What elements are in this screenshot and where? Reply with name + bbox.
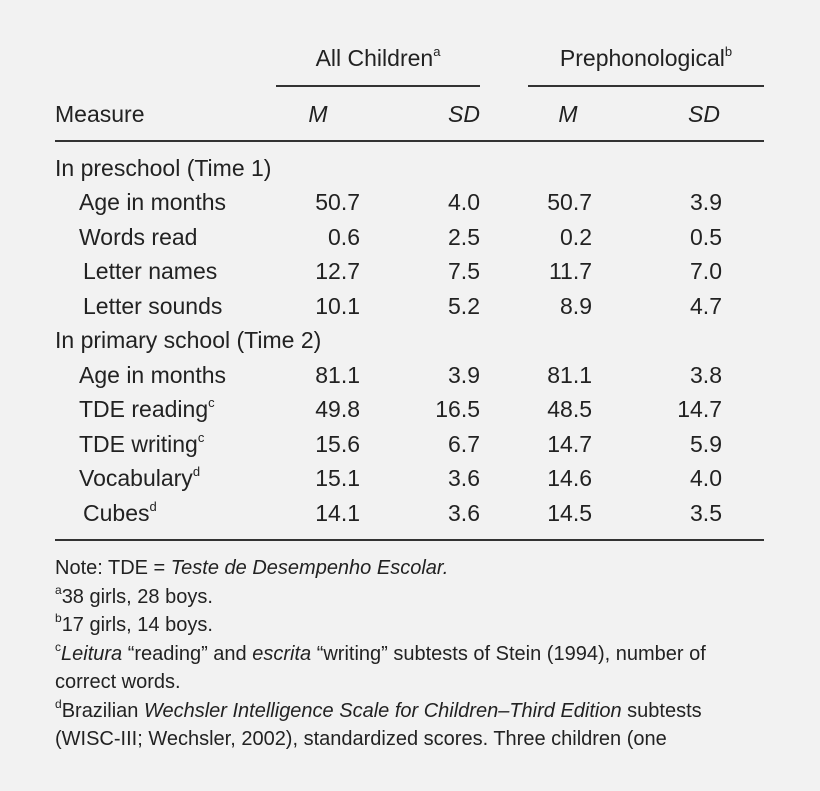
cell-m-all: 12.7: [315, 258, 360, 284]
section-label-primary-school: In primary school (Time 2): [55, 327, 322, 353]
cell-m-pre: 14.6: [547, 465, 592, 491]
cell-m-pre: 48.5: [547, 396, 592, 422]
note-tde-expansion: Teste de Desempenho Escolar.: [170, 557, 449, 579]
cell-sd-all: 3.9: [448, 362, 480, 388]
cell-sd-all: 3.6: [448, 465, 480, 491]
footnote-c-mid1: “reading” and: [122, 643, 253, 665]
row-label: Age in months: [79, 362, 227, 388]
footnote-marker-d: d: [192, 464, 201, 479]
footnote-b-marker: b: [55, 611, 62, 625]
cell-sd-pre: 14.7: [677, 396, 722, 422]
column-header-sd-pre: SD: [688, 101, 720, 127]
column-header-m-all: M: [308, 101, 328, 127]
row-label: Cubes$^d$: [83, 499, 157, 526]
cell-m-pre: 14.7: [547, 431, 592, 457]
cell-sd-all: 16.5: [435, 396, 480, 422]
cell-m-pre: 14.5: [547, 500, 592, 526]
cell-sd-all: 3.6: [448, 500, 480, 526]
footnote-marker-b: b: [724, 44, 733, 59]
row-label: Vocabulary$^d$: [79, 464, 201, 491]
footnote-marker-c: c: [197, 430, 205, 445]
row-label: TDE writing$^c$: [79, 430, 205, 457]
cell-sd-pre: 3.8: [690, 362, 722, 388]
row-label: Age in months: [79, 189, 227, 215]
cell-sd-pre: 3.9: [690, 189, 722, 215]
footnote-d-text1: Brazilian: [61, 700, 144, 722]
footnote-d-line2: (WISC-III; Wechsler, 2002), standardized scores. Three children (one: [55, 728, 667, 750]
cell-sd-all: 5.2: [448, 293, 480, 319]
group-header-prephonological: [528, 44, 764, 71]
group-header-all-children: [276, 44, 480, 71]
cell-m-pre: 0.2: [560, 224, 592, 250]
cell-sd-all: 7.5: [448, 258, 480, 284]
cell-sd-all: 6.7: [448, 431, 480, 457]
cell-m-all: 81.1: [315, 362, 360, 388]
table-note: [55, 558, 448, 578]
cell-m-pre: 50.7: [547, 189, 592, 215]
cell-m-all: 10.1: [315, 293, 360, 319]
cell-m-pre: 8.9: [560, 293, 592, 319]
cell-sd-pre: 0.5: [690, 224, 722, 250]
footnote-c-marker: c: [55, 640, 61, 654]
footnote-d-scale-name: Wechsler Intelligence Scale for Children–Third Edition: [143, 700, 622, 722]
row-label: TDE reading$^c$: [79, 395, 215, 422]
rule-header-bottom: [55, 140, 764, 142]
footnote-c-escrita: escrita: [252, 643, 312, 665]
footnote-a-marker: a: [55, 583, 62, 597]
footnote-a-text: 38 girls, 28 boys.: [61, 586, 213, 608]
row-label: Letter names: [83, 258, 218, 284]
column-header-m-pre: M: [558, 101, 578, 127]
cell-sd-all: 2.5: [448, 224, 480, 250]
cell-sd-pre: 3.5: [690, 500, 722, 526]
rule-group-all-children: [276, 85, 480, 87]
group-header-all-children-label: All Children: [315, 45, 434, 71]
cell-sd-pre: 4.0: [690, 465, 722, 491]
group-header-prephonological-label: Prephonological: [559, 45, 725, 71]
row-label: Letter sounds: [83, 293, 223, 319]
cell-m-all: 50.7: [315, 189, 360, 215]
footnote-c-mid2: “writing” subtests of Stein (1994), number of: [311, 643, 706, 665]
note-prefix: Note: TDE =: [55, 557, 171, 579]
footnote-d-marker: d: [55, 697, 62, 711]
footnote-c: [55, 640, 706, 665]
footnote-a: [55, 583, 213, 608]
rule-group-prephonological: [528, 85, 764, 87]
footnote-b-text: 17 girls, 14 boys.: [61, 614, 213, 636]
footnote-marker-c: c: [208, 395, 215, 410]
cell-m-pre: 11.7: [548, 258, 592, 284]
footnote-b: [55, 611, 213, 636]
cell-m-all: 0.6: [328, 224, 360, 250]
cell-sd-pre: 4.7: [690, 293, 722, 319]
cell-sd-pre: 7.0: [690, 258, 722, 284]
cell-m-all: 49.8: [315, 396, 360, 422]
section-label-preschool: In preschool (Time 1): [55, 155, 272, 181]
footnote-d: [55, 697, 702, 722]
cell-sd-pre: 5.9: [690, 431, 722, 457]
cell-m-all: 15.6: [315, 431, 360, 457]
column-header-measure: Measure: [55, 101, 145, 127]
footnote-c-line2: correct words.: [55, 671, 181, 693]
cell-m-pre: 81.1: [547, 362, 592, 388]
footnote-c-leitura: Leitura: [61, 643, 123, 665]
footnote-marker-a: a: [433, 44, 441, 59]
rule-table-bottom: [55, 539, 764, 541]
cell-m-all: 15.1: [315, 465, 360, 491]
cell-sd-all: 4.0: [448, 189, 480, 215]
footnote-marker-d: d: [149, 499, 157, 514]
column-header-sd-all: SD: [448, 101, 480, 127]
row-label: Words read: [79, 224, 198, 250]
footnote-d-text2: subtests: [621, 700, 702, 722]
cell-m-all: 14.1: [315, 500, 360, 526]
